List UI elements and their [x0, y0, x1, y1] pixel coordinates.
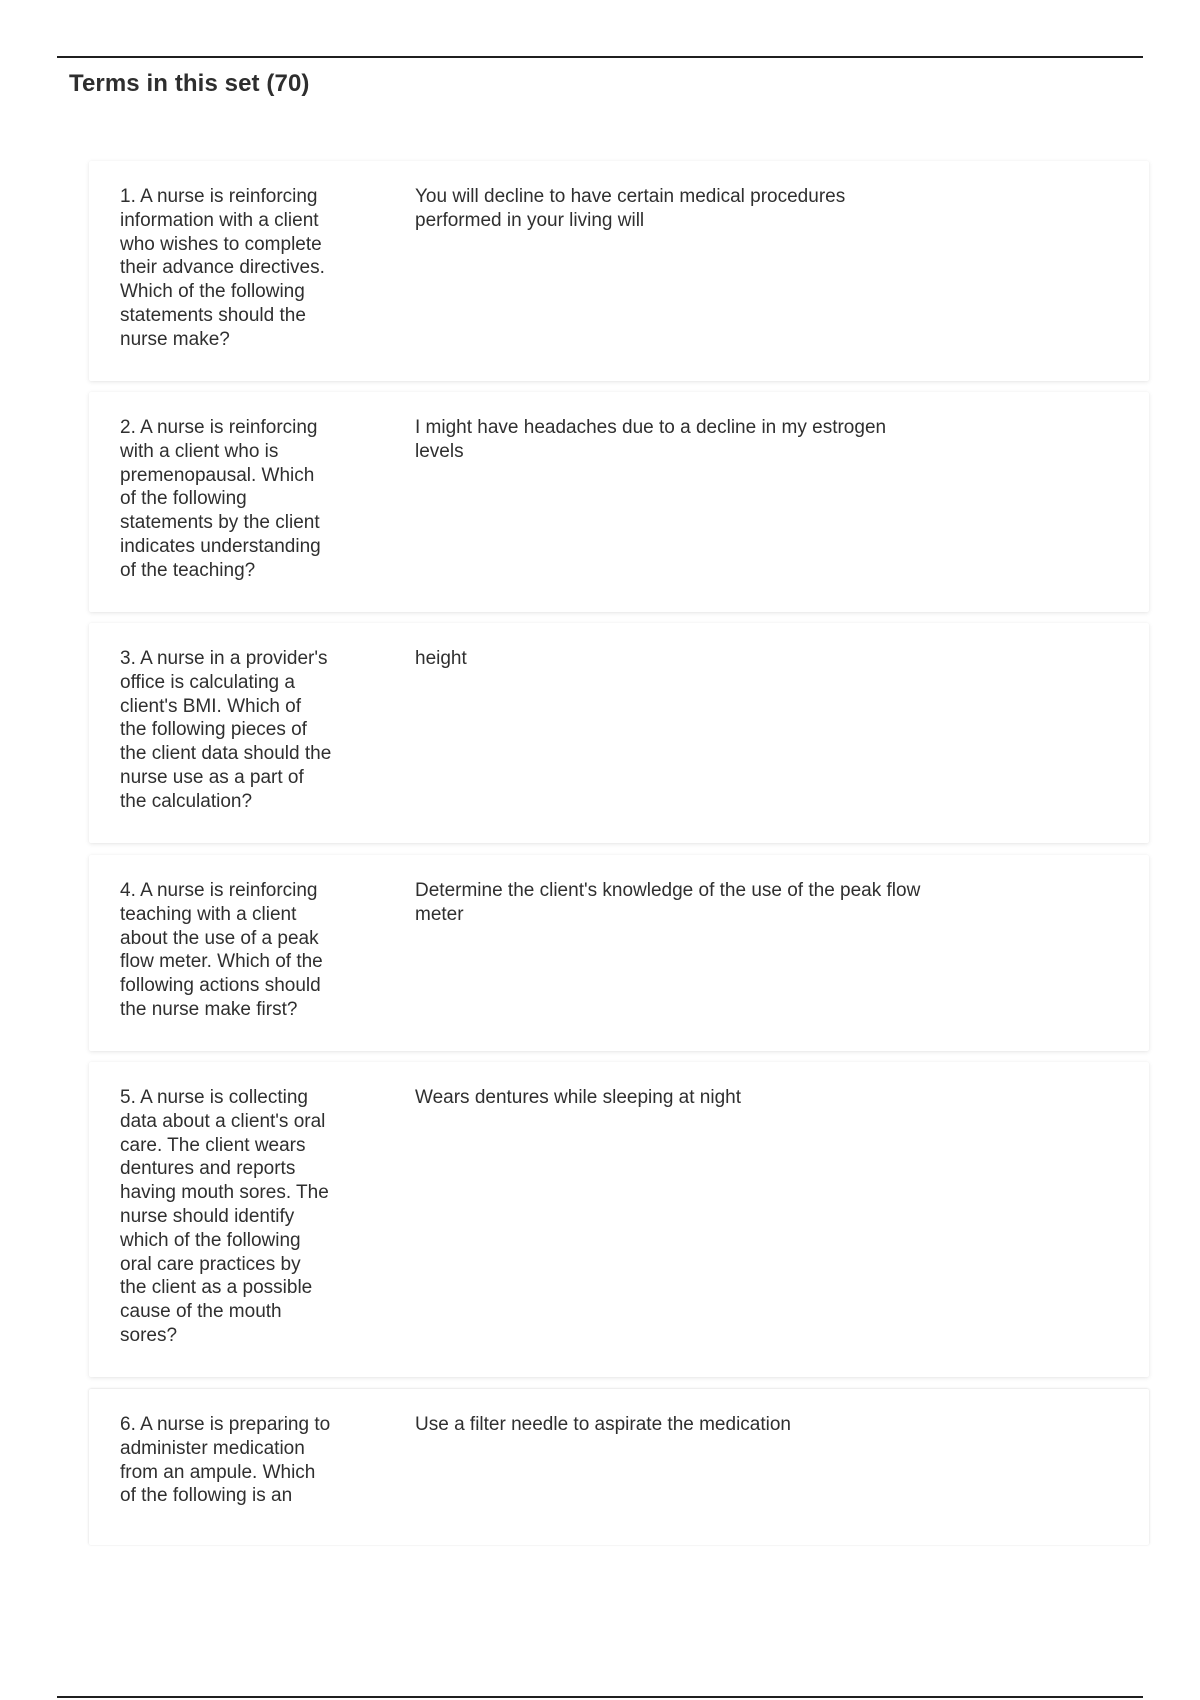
top-divider [57, 56, 1143, 58]
definition-text: Use a filter needle to aspirate the medication [415, 1414, 791, 1435]
term-text: 3. A nurse in a provider's office is calculating a client's BMI. Which of the following pieces of the client data should the nurse use as a part of the calculation? [120, 648, 332, 812]
term-text: 6. A nurse is preparing to administer medication from an ampule. Which of the following is an [120, 1414, 331, 1507]
definition-text: I might have headaches due to a decline in my estrogen levels [415, 417, 887, 462]
definition-text: height [415, 648, 467, 669]
term-text: 4. A nurse is reinforcing teaching with a client about the use of a peak flow meter. Which of the following actions should the nurse make first? [120, 880, 323, 1020]
term-card-1[interactable] [89, 161, 1149, 381]
term-card-6[interactable] [89, 1389, 1149, 1545]
bottom-divider [57, 1696, 1143, 1698]
term-text: 1. A nurse is reinforcing information with a client who wishes to complete their advance directives. Which of the following statements should the nurse make? [120, 186, 325, 350]
term-card-2[interactable] [89, 392, 1149, 612]
set-title: Terms in this set (70) [69, 70, 310, 97]
term-card-5[interactable] [89, 1062, 1149, 1377]
definition-text: Wears dentures while sleeping at night [415, 1087, 742, 1108]
term-card-3[interactable] [89, 623, 1149, 843]
definition-text: Determine the client's knowledge of the use of the peak flow meter [415, 880, 921, 925]
term-text: 2. A nurse is reinforcing with a client who is premenopausal. Which of the following statements by the client indicates understanding of the teaching? [120, 417, 321, 581]
term-text: 5. A nurse is collecting data about a client's oral care. The client wears dentures and reports having mouth sores. The nurse should identify which of the following oral care practices by the client as a possible cause of the mouth sores? [120, 1087, 329, 1346]
term-card-4[interactable] [89, 855, 1149, 1051]
definition-text: You will decline to have certain medical procedures performed in your living will [415, 186, 846, 231]
